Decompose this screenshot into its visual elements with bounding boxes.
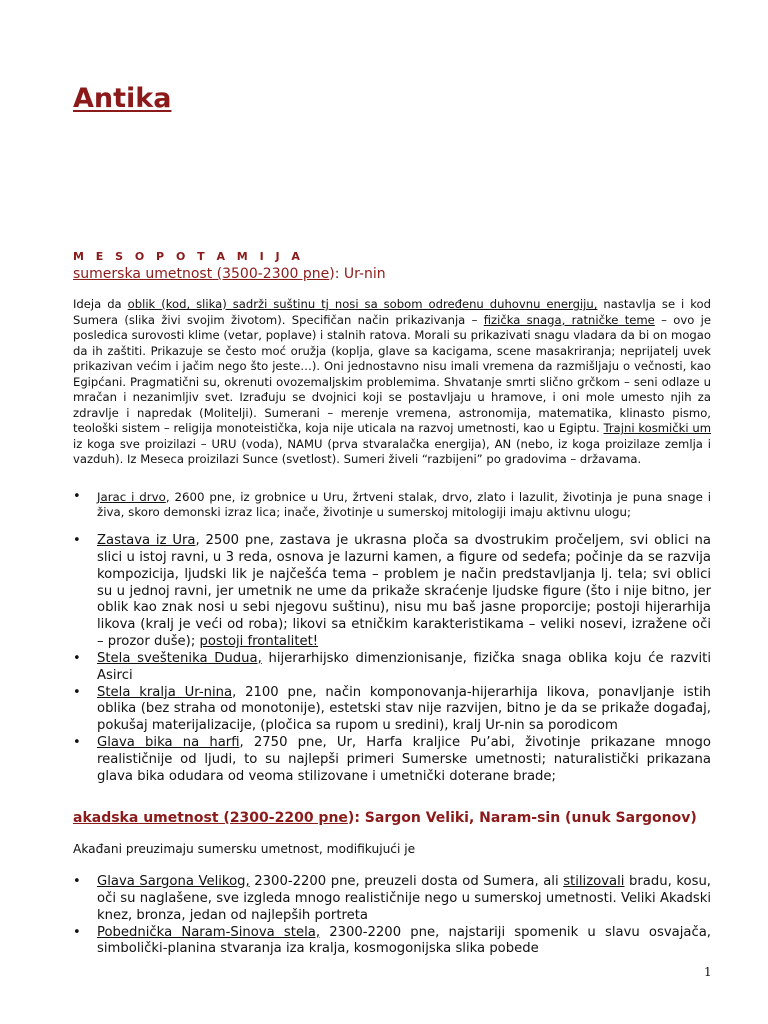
intro-underlined-3: Trajni kosmički um	[603, 421, 712, 436]
item-title: Zastava iz Ura	[97, 533, 196, 548]
intro-underlined-1: oblik (kod, slika) sadrži suštinu tj nosi sa sobom određenu duhovnu energiju,	[127, 297, 598, 311]
intro-text-2: nastavlja se i kod Sumera (slika živi svojim životom). Specifičan način prikazivanja –	[73, 297, 711, 327]
item-text: , 2600 pne, iz grobnice u Uru, žrtveni stalak, drvo, zlato i lazulit, životinja je puna snage i živa, skoro demonski izraz lica; inače, životinje u sumerskoj mitologiji imaju aktivnu ulogu;	[97, 490, 711, 519]
item-title: Glava bika na harfi	[97, 735, 240, 751]
sumer-heading-rest: ): Ur-nin	[329, 266, 386, 282]
intro-underlined-2: fizička snaga, ratničke teme	[483, 312, 655, 327]
akad-works-list	[73, 874, 711, 958]
item-title: Glava Sargona Velikog,	[97, 874, 250, 889]
item-text: 2300-2200 pne, najstariji spomenik u slavu osvajača, simbolički-planina stvaranja iza kralja, kosmogonijska slika pobede	[97, 924, 712, 957]
list-item-dudu	[73, 651, 711, 685]
list-item-naram	[73, 925, 711, 959]
akad-heading-rest: ): Sargon Veliki, Naram-sin (unuk Sargonov)	[347, 810, 697, 826]
intro-text-4: iz koga sve proizilazi – URU (voda), NAMU (prva stvaralačka energija), AN (nebo, iz koga proizilaze zemlja i vazduh). Iz Meseca proizilazi Sunce (svetlost). Sumeri živeli “razbijeni” po gradovima – državama.	[73, 436, 711, 467]
list-item-jarac	[73, 490, 711, 519]
sumer-heading-link: sumerska umetnost (3500-2300 pne	[73, 266, 330, 282]
item-title: Stela sveštenika Dudua,	[97, 650, 262, 666]
akad-intro-paragraph: Akađani preuzimaju sumersku umetnost, modifikujući je	[73, 842, 416, 856]
page-title: Antika	[73, 83, 172, 114]
item-text-2: bradu, kosu, oči su naglašene, sve izgleda mnogo realističnije nego u sumerskoj umetnosti. Veliki Akadski knez, bronza, jedan od najlepših portreta	[97, 874, 711, 923]
sumer-works-list-1	[73, 490, 711, 519]
list-item-zastava	[73, 533, 711, 651]
intro-text-3: – ovo je posledica surovosti klime (vetar, poplave) i stalnih ratova. Morali su prikazivati snagu vladara da bi on mogao da ih zaštiti. Prikazuje se često moć oružja (koplja, glave sa kacigama, scene masakriranja; neprijatelj uvek prikazivan većim i jačim nego što jeste…). Oni jednostavno nisu imali vremena da razmišljaju o večnosti, kao Egipćani. Pragmatični su, okrenuti ovozemaljskim problemima. Shvatanje smrti slično grčkom – seni odlaze u mračan i nezanimljiv svet. Izrađuju se dvojnici koji se postavljaju u hramove, i oni mole umesto njih za zdravlje i napredak (Molitelji). Sumerani – merenje vremena, astronomija, matematika, klinasto pismo, teološki sistem – religija monoteistička, koja nije uticala na razvoj umetnosti, kao u Egiptu.	[73, 312, 711, 436]
item-title: Stela kralja Ur-nina	[97, 684, 233, 700]
item-text: , 2750 pne, Ur, Harfa kraljice Pu’abi, životinje prikazane mnogo realističnije od ljudi, to su najlepši primeri Sumerske umetnosti; naturalistički prikazana glava bika odudara od veoma stilizovane i umetnički doterane brade;	[97, 735, 711, 784]
item-title: Jarac i drvo	[97, 490, 166, 504]
item-underlined-end: postoji frontalitet!	[199, 634, 319, 650]
item-text: , 2100 pne, način komponovanja-hijerarhija likova, ponavljanje istih oblika (bez straha od monotonije), estetski stav nije razvijen, bitno je da se prikaže događaj, pokušaj materijalizacije, (pločica sa rupom u sredini), kralj Ur-nin sa porodicom	[97, 684, 711, 734]
list-item-bik	[73, 735, 711, 786]
item-title: Pobednička Naram-Sinova stela,	[97, 924, 321, 940]
subsection-heading-akad	[73, 810, 697, 826]
section-heading-mesopotamija: M E S O P O T A M I J A	[73, 250, 304, 263]
item-underlined: stilizovali	[563, 874, 625, 889]
item-text: , 2500 pne, zastava je ukrasna ploča sa dvostrukim pročeljem, svi oblici na slici u istoj ravni, u 3 reda, osnova je lazurni kamen, a figure od sedefa; počinje da se razvija kompozicija, ljudski lik je najčešća tema – problem je način predstavljanja lj. tela; svi oblici su u jednoj ravni, jer umetnik ne ume da prikaže skraćenje ljudske figure (što i nije bitno, jer oblik kao znak nosi u sebi njegovu suštinu), nisu mu baš jasne proporcije; postoji hijerarhija likova (kralj je veći od roba); likovi sa etničkim karakteristikama – veliki nosevi, izražene oči – prozor duše);	[97, 533, 711, 650]
sumer-intro-paragraph	[73, 297, 711, 468]
sumer-works-list-2	[73, 533, 711, 786]
intro-text-1: Ideja da	[73, 297, 128, 311]
akad-heading-link: akadska umetnost (2300-2200 pne	[73, 810, 348, 826]
item-text: 2300-2200 pne, preuzeli dosta od Sumera, ali	[249, 874, 564, 889]
list-item-sargon	[73, 874, 711, 925]
subsection-heading-sumer	[73, 266, 386, 282]
item-text: hijerarhijsko dimenzionisanje, fizička snaga oblika koju će razviti Asirci	[97, 650, 711, 683]
list-item-urnina	[73, 685, 711, 736]
page-number: 1	[704, 965, 712, 979]
